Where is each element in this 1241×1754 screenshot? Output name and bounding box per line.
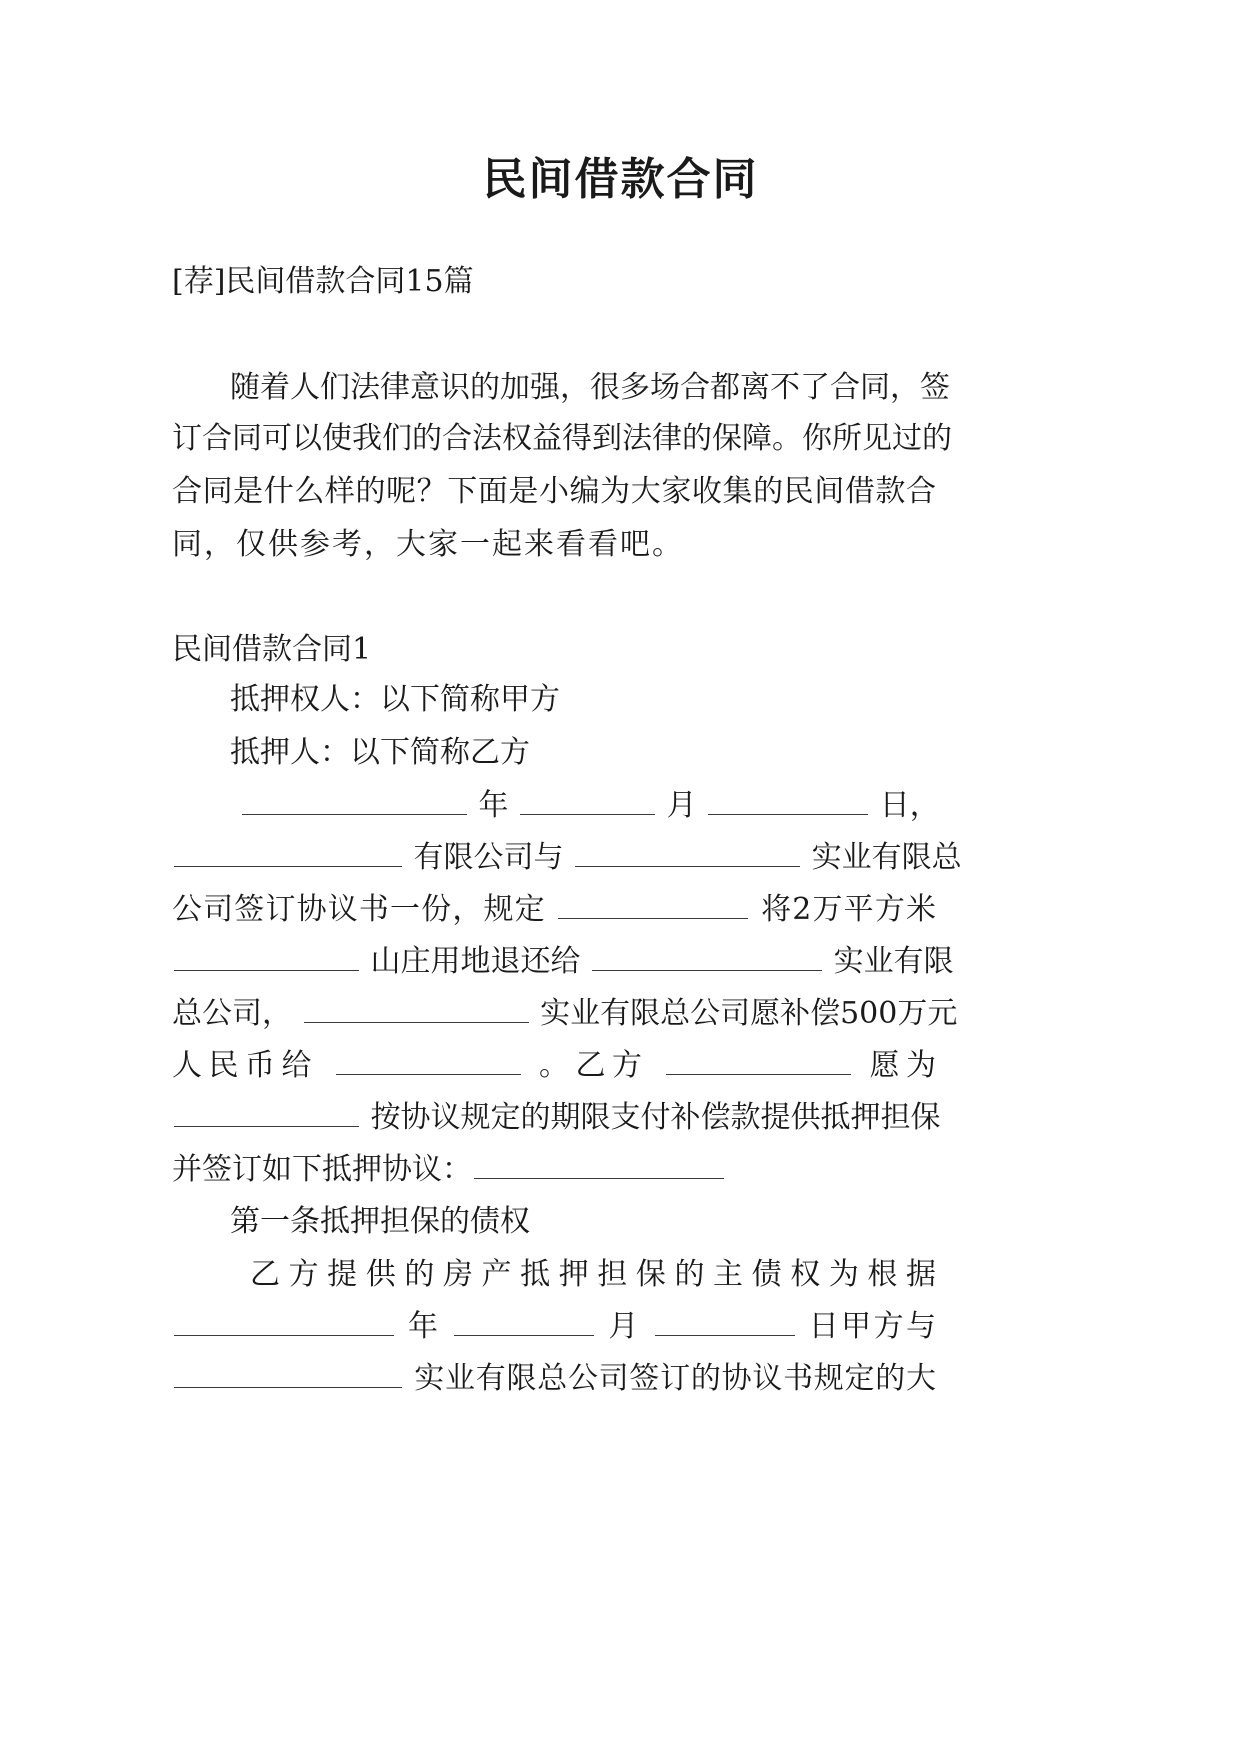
intro-line-3: 合同是什么样的呢？下面是小编为大家收集的民间借款合 (172, 474, 936, 509)
text-general-company: 总公司， (172, 996, 292, 1031)
text-compensate: 实业有限总公司愿补偿500万元 (540, 996, 958, 1031)
text-willing: 愿为 (869, 1048, 936, 1083)
body-line-4 (172, 942, 954, 982)
body-line-6 (172, 1046, 936, 1086)
text-month: 月 (666, 788, 697, 823)
text-and-sign: 并签订如下抵押协议： (172, 1152, 472, 1187)
text-year: 年 (407, 1309, 441, 1344)
blank-field (474, 1154, 724, 1179)
blank-field (242, 790, 467, 815)
intro-line-2: 订合同可以使我们的合法权益得到法律的保障。你所见过的 (172, 421, 952, 456)
text-2wan: 将2万平方米 (761, 892, 936, 927)
blank-field (174, 946, 359, 971)
text-industry-general: 实业有限总 (811, 840, 962, 875)
body-line-7 (172, 1098, 941, 1138)
blank-field (336, 1050, 521, 1075)
body-line-9: 乙方提供的房产抵押担保的主债权为根据 (250, 1257, 936, 1292)
body-line-11 (172, 1359, 936, 1399)
text-period-yi: 。乙方 (539, 1048, 649, 1083)
text-last: 实业有限总公司签订的协议书规定的大 (414, 1361, 937, 1396)
text-day: 日， (879, 788, 940, 823)
document-title: 民间借款合同 (482, 154, 759, 205)
blank-field (666, 1050, 851, 1075)
text-month: 月 (608, 1309, 641, 1344)
mortgagee-line: 抵押权人：以下简称甲方 (230, 682, 560, 717)
blank-field (174, 1102, 359, 1127)
intro-line-1: 随着人们法律意识的加强，很多场合都离不了合同，签 (230, 370, 950, 405)
blank-field (592, 946, 822, 971)
body-line-10 (172, 1307, 936, 1347)
blank-field (558, 894, 748, 919)
document-subtitle: [荐]民间借款合同15篇 (172, 264, 474, 299)
blank-field (454, 1311, 594, 1336)
blank-field (520, 790, 655, 815)
text-day-party-a: 日甲方与 (808, 1309, 936, 1344)
text-sign-agreement: 公司签订协议书一份，规定 (172, 892, 546, 927)
blank-field (655, 1311, 795, 1336)
text-industry-limited: 实业有限 (833, 944, 954, 979)
text-per-agreement: 按协议规定的期限支付补偿款提供抵押担保 (370, 1100, 941, 1135)
section-heading: 民间借款合同1 (172, 632, 372, 667)
body-line-1 (240, 786, 940, 826)
blank-field (304, 998, 529, 1023)
mortgagor-line: 抵押人：以下简称乙方 (230, 735, 530, 770)
blank-field (174, 1311, 394, 1336)
body-line-2 (172, 838, 962, 878)
blank-field (708, 790, 868, 815)
blank-field (174, 842, 402, 867)
body-line-8 (172, 1150, 726, 1190)
body-line-5 (172, 994, 958, 1034)
text-shanzhuang: 山庄用地退还给 (370, 944, 581, 979)
text-year: 年 (478, 788, 509, 823)
article1-heading: 第一条抵押担保的债权 (230, 1204, 530, 1239)
blank-field (575, 842, 800, 867)
blank-field (174, 1363, 402, 1388)
intro-line-4: 同，仅供参考，大家一起来看看吧。 (172, 527, 684, 562)
text-rmb-to: 人民币给 (172, 1048, 318, 1083)
body-line-3 (172, 890, 936, 930)
text-company-and: 有限公司与 (413, 840, 564, 875)
